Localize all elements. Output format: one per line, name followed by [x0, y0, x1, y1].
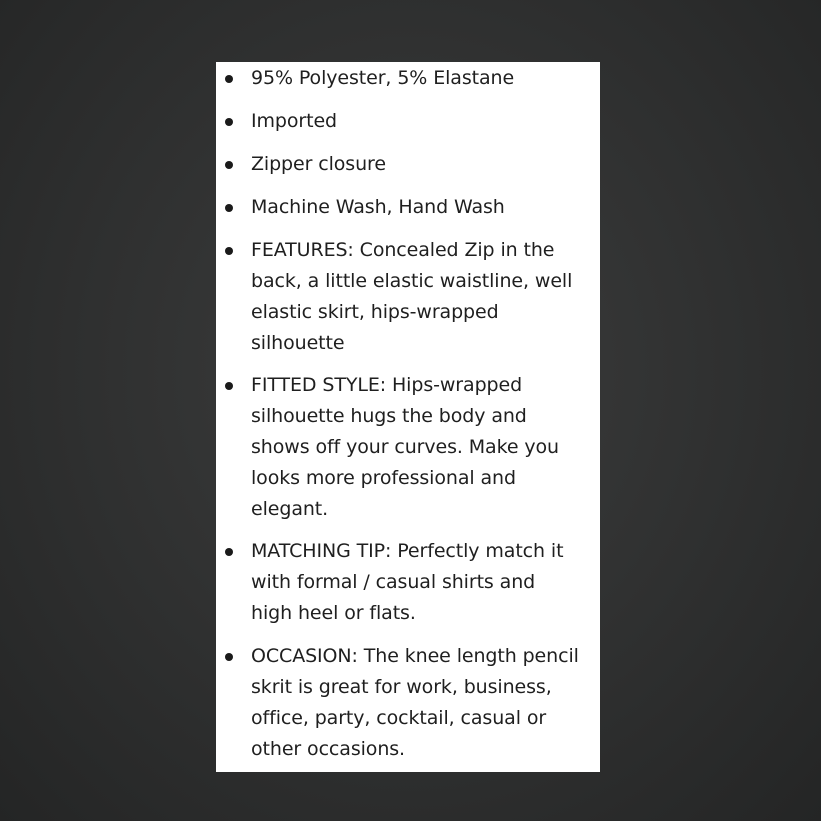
bullet-item-matching-tip [251, 536, 595, 629]
bullet-item-care [251, 192, 595, 223]
bullet-dot-icon [225, 118, 233, 126]
bullet-text: FEATURES: Concealed Zip in the back, a little elastic waistline, well elastic skirt, hips-wrapped silhouette [251, 239, 573, 354]
bullet-item-material [251, 63, 595, 94]
bullet-dot-icon [225, 204, 233, 212]
bullet-item-origin [251, 106, 595, 137]
bullet-dot-icon [225, 382, 233, 390]
bullet-text: Zipper closure [251, 153, 386, 175]
bullet-item-fitted-style [251, 370, 595, 525]
bullet-dot-icon [225, 653, 233, 661]
bullet-item-occasion [251, 641, 595, 765]
bullet-text: FITTED STYLE: Hips-wrapped silhouette hugs the body and shows off your curves. Make you looks more professional and elegant. [251, 374, 559, 520]
bullet-item-closure [251, 149, 595, 180]
bullet-item-features [251, 235, 595, 359]
bullet-dot-icon [225, 247, 233, 255]
bullet-dot-icon [225, 161, 233, 169]
bullet-text: Imported [251, 110, 338, 132]
product-details-panel [216, 62, 600, 772]
bullet-dot-icon [225, 75, 233, 83]
bullet-text: 95% Polyester, 5% Elastane [251, 67, 515, 89]
bullet-text: MATCHING TIP: Perfectly match it with formal / casual shirts and high heel or flats. [251, 540, 564, 624]
bullet-text: OCCASION: The knee length pencil skrit is great for work, business, office, party, cocktail, casual or other occasions. [251, 645, 579, 760]
bullet-text: Machine Wash, Hand Wash [251, 196, 505, 218]
bullet-dot-icon [225, 548, 233, 556]
